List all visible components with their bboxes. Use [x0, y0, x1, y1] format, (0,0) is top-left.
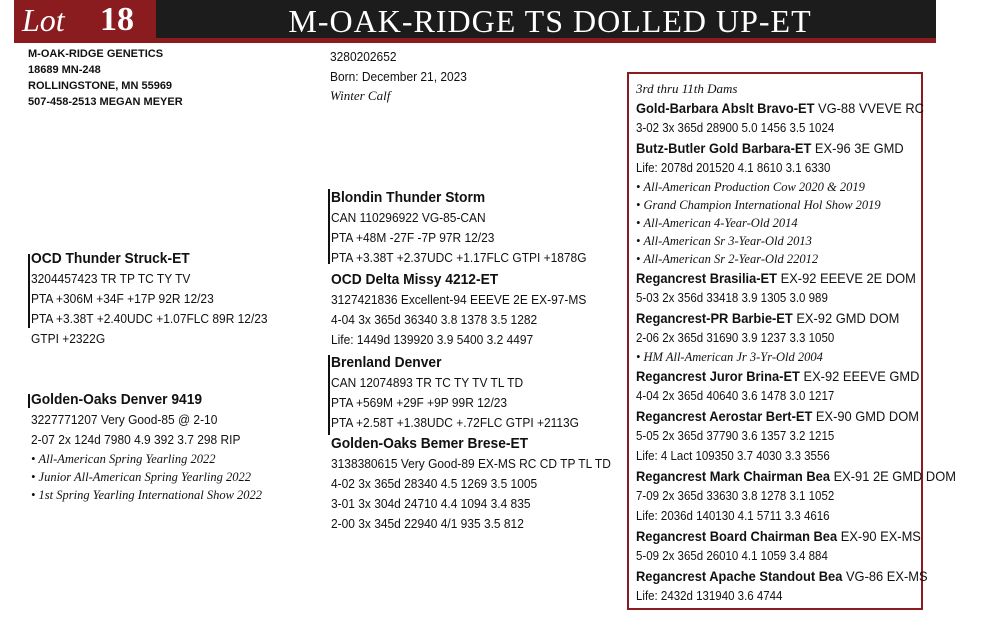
sire-line: PTA +3.38T +2.40UDC +1.07FLC 89R 12/23 — [31, 311, 268, 326]
dam-award: • 1st Spring Yearling International Show 2022 — [31, 486, 262, 504]
sire-line: GTPI +2322G — [31, 331, 106, 346]
dam-sire-name: Brenland Denver — [331, 354, 442, 371]
dam-entry-name: Regancrest Board Chairman Bea EX-90 EX-MS — [636, 528, 921, 544]
dam-bracket — [28, 394, 30, 408]
dam-dam-name: Golden-Oaks Bemer Brese-ET — [331, 435, 529, 452]
sire-sire-line: CAN 110296922 VG-85-CAN — [331, 210, 486, 225]
dam-dam-line: 3-01 3x 304d 24710 4.4 1094 3.4 835 — [331, 496, 531, 511]
dam-dam-line: 4-02 3x 365d 28340 4.5 1269 3.5 1005 — [331, 476, 538, 491]
sire-dam-name: OCD Delta Missy 4212-ET — [331, 271, 499, 288]
dam-sire-line: CAN 12074893 TR TC TY TV TL TD — [331, 375, 524, 390]
sire-line: PTA +306M +34F +17P 92R 12/23 — [31, 291, 214, 306]
dam-entry-name: Butz-Butler Gold Barbara-ET EX-96 3E GMD — [636, 140, 904, 156]
dam-sire-bracket — [328, 355, 330, 435]
dam-entry-name: Regancrest Aerostar Bert-ET EX-90 GMD DOM — [636, 408, 919, 424]
owner-info — [28, 46, 183, 110]
dam-entry-award: • All-American Sr 3-Year-Old 2013 — [636, 232, 984, 250]
dam-entry-name: Gold-Barbara Abslt Bravo-ET VG-88 VVEVE RC — [636, 100, 924, 116]
dam-award: • Junior All-American Spring Yearling 2022 — [31, 468, 262, 486]
dam-entry-line: 2-06 2x 365d 31690 3.9 1237 3.3 1050 — [636, 331, 835, 345]
sire-name: OCD Thunder Struck-ET — [31, 250, 190, 267]
sire-sire-name: Blondin Thunder Storm — [331, 189, 486, 206]
dam-entry-award: • All-American Production Cow 2020 & 2019 — [636, 178, 984, 196]
dam-entry-line: 3-02 3x 365d 28900 5.0 1456 3.5 1024 — [636, 121, 835, 135]
sire-sire-block — [331, 187, 609, 268]
dam-entry-name: Regancrest-PR Barbie-ET EX-92 GMD DOM — [636, 310, 900, 326]
dam-entry-name: Regancrest Mark Chairman Bea EX-91 2E GMD DOM — [636, 468, 956, 484]
dam-sire-line: PTA +569M +29F +9P 99R 12/23 — [331, 395, 508, 410]
dam-name: Golden-Oaks Denver 9419 — [31, 391, 203, 408]
dam-entry-line: 5-03 2x 356d 33418 3.9 1305 3.0 989 — [636, 291, 828, 305]
owner-line: 18689 MN-248 — [28, 64, 101, 76]
sire-sire-line: PTA +3.38T +2.37UDC +1.17FLC GTPI +1878G — [331, 250, 587, 265]
dam-entry-name: Regancrest Brasilia-ET EX-92 EEEVE 2E DOM — [636, 270, 916, 286]
dam-entry-name: Regancrest Juror Brina-ET EX-92 EEEVE GMD — [636, 368, 920, 384]
dam-entry-line: 4-04 2x 365d 40640 3.6 1478 3.0 1217 — [636, 389, 835, 403]
dam-entry-award: • All-American Sr 2-Year-Old 22012 — [636, 250, 984, 268]
sire-sire-line: PTA +48M -27F -7P 97R 12/23 — [331, 230, 495, 245]
sire-dam-line: 4-04 3x 365d 36340 3.8 1378 3.5 1282 — [331, 312, 538, 327]
lot-number: 18 — [100, 1, 134, 38]
owner-line: 507-458-2513 MEGAN MEYER — [28, 96, 183, 108]
dam-entry-award: • All-American 4-Year-Old 2014 — [636, 214, 984, 232]
sire-dam-block — [331, 269, 609, 350]
dam-dam-line: 2-00 3x 345d 22940 4/1 935 3.5 812 — [331, 516, 524, 531]
sire-block — [31, 248, 288, 349]
dam-entry-line: Life: 2432d 131940 3.6 4744 — [636, 589, 783, 603]
sire-line: 3204457423 TR TP TC TY TV — [31, 271, 191, 286]
dam-entry-line: Life: 2078d 201520 4.1 8610 3.1 6330 — [636, 161, 831, 175]
dam-entry-award: • HM All-American Jr 3-Yr-Old 2004 — [636, 348, 984, 366]
dam-entry-line: 7-09 2x 365d 33630 3.8 1278 3.1 1052 — [636, 489, 835, 503]
sire-sire-bracket — [328, 189, 330, 264]
dam-line: 2-07 2x 124d 7980 4.9 392 3.7 298 RIP — [31, 432, 241, 447]
dam-award: • All-American Spring Yearling 2022 — [31, 450, 262, 468]
owner-line: ROLLINGSTONE, MN 55969 — [28, 80, 173, 92]
dam-dam-line: 3138380615 Very Good-89 EX-MS RC CD TP TL TD — [331, 456, 611, 471]
dam-entry-name: Regancrest Apache Standout Bea VG-86 EX-MS — [636, 568, 928, 584]
sire-dam-line: Life: 1449d 139920 3.9 5400 3.2 4497 — [331, 332, 534, 347]
dam-entry-line: 5-05 2x 365d 37790 3.6 1357 3.2 1215 — [636, 429, 835, 443]
dams-heading: 3rd thru 11th Dams — [636, 81, 738, 96]
birth-date: Born: December 21, 2023 — [330, 69, 467, 84]
dam-entry-line: Life: 4 Lact 109350 3.7 4030 3.3 3556 — [636, 449, 830, 463]
dam-dam-block — [331, 433, 635, 534]
subject-info — [330, 47, 479, 105]
extended-dams-list — [636, 80, 984, 606]
age-class: Winter Calf — [330, 88, 391, 103]
dam-entry-line: Life: 2036d 140130 4.1 5711 3.3 4616 — [636, 509, 830, 523]
dam-line: 3227771207 Very Good-85 @ 2-10 — [31, 412, 218, 427]
dam-entry-line: 5-09 2x 365d 26010 4.1 1059 3.4 884 — [636, 549, 828, 563]
sire-dam-line: 3127421836 Excellent-94 EEEVE 2E EX-97-MS — [331, 292, 587, 307]
lot-label: Lot — [22, 2, 65, 38]
animal-title: M-OAK-RIDGE TS DOLLED UP-ET — [288, 3, 812, 39]
dam-sire-block — [331, 352, 601, 433]
registration-number: 3280202652 — [330, 49, 397, 64]
dam-entry-award: • Grand Champion International Hol Show 2019 — [636, 196, 984, 214]
dam-block — [31, 389, 262, 504]
sire-bracket — [28, 254, 30, 328]
dam-sire-line: PTA +2.58T +1.38UDC +.72FLC GTPI +2113G — [331, 415, 579, 430]
owner-line: M-OAK-RIDGE GENETICS — [28, 48, 164, 60]
